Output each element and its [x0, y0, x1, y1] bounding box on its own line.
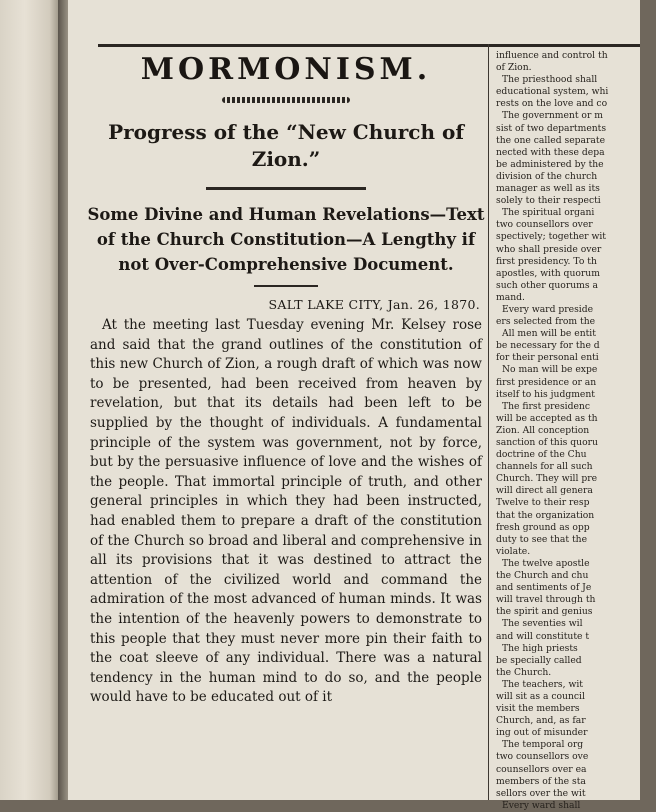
- side-column-line: The first presidenc: [502, 400, 590, 412]
- side-column-line: channels for all such: [496, 461, 593, 473]
- side-column-line: Church, and, as far: [496, 715, 586, 727]
- side-column-line: and sentiments of Je: [496, 582, 592, 594]
- side-column-line: Zion. All conception: [496, 424, 590, 436]
- side-column-line: Every ward preside: [502, 303, 594, 315]
- side-column-line: Twelve to their resp: [496, 497, 590, 509]
- side-column-line: will sit as a council: [496, 690, 585, 702]
- side-column-line: educational system, whi: [496, 86, 609, 98]
- side-column-line: will travel through th: [496, 594, 596, 606]
- side-column-line: of Zion.: [496, 62, 532, 74]
- side-column-line: influence and control th: [496, 50, 608, 61]
- side-column-line: will direct all genera: [496, 485, 593, 497]
- side-column-line: No man will be expe: [502, 364, 598, 376]
- side-column-line: division of the church: [496, 170, 598, 182]
- dateline: SALT LAKE CITY, Jan. 26, 1870.: [268, 297, 480, 312]
- headline: MORMONISM.: [140, 52, 432, 87]
- side-column-line: the spirit and genius: [496, 606, 593, 618]
- side-column-line: Every ward shall: [502, 799, 581, 811]
- side-column-line: will be accepted as th: [496, 412, 598, 424]
- side-column-line: counsellors over ea: [496, 763, 587, 775]
- column-rule: [488, 44, 489, 800]
- section-rule: [206, 187, 366, 190]
- side-column-line: members of the sta: [496, 775, 586, 787]
- side-column-line: visit the members: [496, 703, 580, 715]
- side-column-line: nected with these depa: [496, 146, 605, 158]
- side-column-line: The twelve apostle: [502, 557, 590, 569]
- side-column-line: All men will be entit: [502, 328, 596, 340]
- side-column-line: spectively; together wit: [496, 231, 606, 243]
- side-column-line: The spiritual organi: [502, 207, 595, 219]
- side-column-line: and will constitute t: [496, 630, 590, 642]
- side-column-line: The priesthood shall: [502, 74, 598, 86]
- side-column-line: apostles, with quorum: [496, 267, 600, 279]
- newspaper-page: [68, 0, 640, 811]
- side-column-line: that the organization: [496, 509, 595, 521]
- side-column-line: sanction of this quoru: [496, 437, 598, 448]
- side-column-line: itself to his judgment: [496, 388, 595, 400]
- dateline-rule: [254, 285, 318, 287]
- side-column-line: two counsellors ove: [496, 751, 589, 763]
- side-column-line: rests on the love and co: [496, 98, 608, 110]
- side-column-line: The high priests: [502, 642, 578, 654]
- side-column-line: first presidence or an: [496, 376, 597, 388]
- side-column-line: the one called separate: [496, 134, 606, 146]
- side-column-line: mand.: [496, 291, 525, 303]
- subhead: Progress of the “New Church of Zion.”: [108, 120, 464, 171]
- main-column: [86, 52, 486, 708]
- side-column-line: ing out of misunder: [496, 727, 588, 739]
- side-column-line: fresh ground as opp: [496, 521, 590, 533]
- side-column-line: manager as well as its: [496, 183, 600, 195]
- side-column-line: first presidency. To th: [496, 255, 597, 267]
- side-column-line: sellors over the wit: [496, 787, 586, 799]
- side-column-line: who shall preside over: [496, 243, 602, 255]
- side-column-line: be specially called: [496, 654, 582, 666]
- side-column-line: The temporal org: [502, 739, 584, 751]
- side-column-line: doctrine of the Chu: [496, 449, 587, 461]
- side-column-line: the Church and chu: [496, 570, 589, 582]
- decorative-wavy-rule: [222, 97, 350, 103]
- side-column-line: sist of two departments: [496, 122, 607, 134]
- side-column-line: be administered by the: [496, 158, 604, 170]
- side-column-line: ers selected from the: [496, 316, 596, 328]
- side-column-line: such other quorums a: [496, 279, 598, 291]
- side-column-line: solely to their respecti: [496, 195, 601, 207]
- side-column-line: The teachers, wit: [502, 678, 583, 690]
- deck-headline: Some Divine and Human Revelations—Text of the Church Constitution—A Lengthy if not Over-Comprehensive Document.: [87, 205, 485, 274]
- side-column-line: for their personal enti: [496, 352, 599, 364]
- side-column-line: two counsellors over: [496, 219, 593, 231]
- book-binding: [0, 0, 62, 800]
- side-column-line: violate.: [496, 545, 531, 557]
- article-body: At the meeting last Tuesday evening Mr. Kelsey rose and said that the grand outlines of the constitution of this new Church of Zion, a rough draft of which was now to be presented, had been received from heaven by revelation, but that its details had been left to be supplied by the thought of individuals. A fundamental principle of the system was government, not by force, but by the persuasive influence of love and the wishes of the people. That immortal principle of truth, and other general principles in which they had been instructed, had enabled them to prepare a draft of the constitution of the Church so broad and liberal and comprehensive in all its provisions that it was destined to attract the attention of the civilized world and command the admiration of the most advanced of human minds. It was the intention of the heavenly powers to demonstrate to this people that they must never more pin their faith to the coat sleeve of any individual. There was a natural tendency in the human mind to do so, and the people would have to be educated out of it: [90, 317, 482, 706]
- top-rule: [98, 44, 640, 47]
- side-column-line: The seventies wil: [502, 618, 583, 630]
- adjacent-column: [496, 50, 656, 812]
- side-column-line: be necessary for the d: [496, 340, 600, 352]
- side-column-line: The government or m: [502, 110, 603, 122]
- side-column-line: Church. They will pre: [496, 473, 598, 485]
- side-column-line: duty to see that the: [496, 533, 588, 545]
- side-column-line: the Church.: [496, 666, 552, 678]
